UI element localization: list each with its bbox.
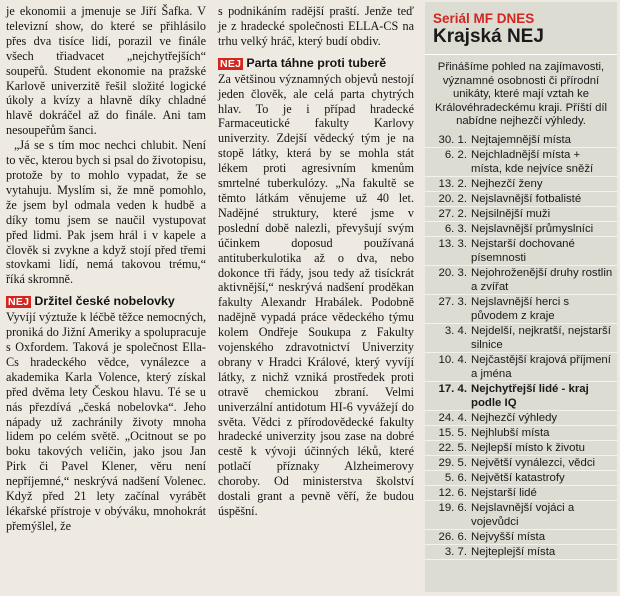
schedule-item (425, 501, 617, 530)
schedule-label: Nejchytřejší lidé - kraj podle IQ (471, 382, 589, 409)
schedule-item (425, 353, 617, 382)
schedule-date: 6. 3. (444, 222, 467, 235)
article-column-middle (218, 4, 414, 519)
schedule-label: Nejhlubší místa (471, 426, 550, 439)
nej-badge: NEJ (8, 296, 30, 309)
schedule-label: Nejlepší místo k životu (471, 441, 585, 454)
article-paragraph: Za většinou významných objevů nestojí jeden člověk, ale celá parta chytrých hlav. To je i případ hradecké Farmaceutické fakulty Karlovy univerzity. Zdejší vědecký tým je na stopě látky, která by se mohla stát lékem proti agresivním kmenům smrtelné tuberkulózy. „Na fakultě se těmto látkám věnujeme už 40 let. Nadějné struktury, které jsme v poslední době nalezli, převyšují svým účinkem doposud používaná antituberkulotika až o dva, nebo dokonce tři řády, jsou tedy až tisíckrát aktivnější,“ neskrývá nadšení proděkan fakulty Alexandr Hrabálek. Podobně nadějně vypadá práce vědeckého týmu kolem Ondřeje Soukupa z Fakulty vojenského zdravotnictví Univerzity obrany v Hradci Králové, který vyvíjí látky, z nichž vzniká prostředek proti otravě chemickou zbraní. Velmi univerzální antidotum HI-6 vyvážejí do světa. Vědci z přírodovědecké fakulty hradecké univerzity jsou zase na dobré cestě k vývoji účinných léků, které potlačí příznaky Alzheimerovy choroby. Od ministerstva školství dostali grant a pevně věří, že budou úspěšní. (218, 71, 414, 518)
schedule-item (425, 324, 617, 353)
schedule-label: Nejteplejší místa (471, 545, 556, 558)
schedule-date: 13. 3. (438, 237, 467, 250)
schedule-date: 5. 6. (444, 471, 467, 484)
schedule-item (425, 426, 617, 441)
schedule-label: Největší katastrofy (471, 471, 565, 484)
schedule-item (425, 411, 617, 426)
series-schedule-list (425, 133, 617, 560)
schedule-label: Nejsilnější muži (471, 207, 551, 220)
schedule-date: 29. 5. (438, 456, 467, 469)
schedule-date: 26. 6. (438, 530, 467, 543)
schedule-item (425, 207, 617, 222)
schedule-item (425, 177, 617, 192)
subheading-text: Držitel české nobelovky (34, 294, 175, 309)
subheading-tubera (218, 56, 414, 71)
article-column-left (6, 4, 206, 534)
schedule-label: Nejhezčí ženy (471, 177, 543, 190)
article-paragraph: Vyvíjí výztuže k léčbě těžce nemocných, proniká do Jižní Ameriky a spolupracuje s Oxfordem. Taková je společnost Ella-Cs hradeckého vědce, vynálezce a akademika Karla Volence, který získal před dvěma lety Českou hlavu. Té se u nás přezdívá „česká nobelovka“. Jeho nápady už zachránily životy mnoha lidem po celém světě. „Ocitnout se po boku takových veličin, jako jsou Jan Pirk či Pavel Klener, věru není nepříjemné,“ neskrývá nadšení Volenec. Když před 21 lety začínal vyrábět lékařské přístroje v obýváku, mnohokrát přemýšlel, že (6, 310, 206, 533)
schedule-date: 15. 5. (438, 426, 467, 439)
schedule-date: 17. 4. (438, 382, 467, 395)
schedule-date: 19. 6. (438, 501, 467, 514)
schedule-item (425, 133, 617, 148)
schedule-date: 22. 5. (438, 441, 467, 454)
schedule-date: 13. 2. (438, 177, 467, 190)
schedule-date: 27. 2. (438, 207, 467, 220)
subheading-text: Parta táhne proti tuberě (246, 55, 387, 70)
schedule-item (425, 148, 617, 177)
series-sidebar (425, 2, 617, 592)
schedule-item (425, 456, 617, 471)
schedule-date: 6. 2. (444, 148, 467, 161)
schedule-label: Nejtajemnější místa (471, 133, 572, 146)
schedule-label: Nejslavnější fotbalisté (471, 192, 582, 205)
schedule-label: Nejslavnější herci s původem z kraje (471, 295, 570, 322)
schedule-item (425, 441, 617, 456)
schedule-item (425, 222, 617, 237)
series-intro: Přinášíme pohled na zajímavosti, významné osobnosti či přírodní unikáty, které mají vztah ke Královéhradeckému kraji. Příští díl nabídne nejhezčí výhledy. (434, 61, 608, 128)
schedule-label: Nejčastější krajová příjmení a jména (471, 353, 611, 380)
schedule-label: Nejohroženější druhy rostlin a zvířat (471, 266, 613, 293)
schedule-item (425, 530, 617, 545)
schedule-label: Největší vynálezci, vědci (471, 456, 596, 469)
schedule-date: 20. 2. (438, 192, 467, 205)
schedule-label: Nejstarší lidé (471, 486, 537, 499)
schedule-label: Nejvyšší místa (471, 530, 546, 543)
schedule-item (425, 545, 617, 560)
schedule-date: 27. 3. (438, 295, 467, 308)
schedule-item (425, 486, 617, 501)
schedule-item (425, 295, 617, 324)
schedule-date: 20. 3. (438, 266, 467, 279)
schedule-date: 3. 4. (444, 324, 467, 337)
subheading-nobelovka (6, 294, 206, 309)
schedule-label: Nejslavnější vojáci a vojevůdci (471, 501, 575, 528)
schedule-date: 10. 4. (438, 353, 467, 366)
article-paragraph: je ekonomii a jmenuje se Jiří Šafka. V televizní show, do které se přihlásilo přes dva tisíce lidí, porazil ve finále všech třiadvacet „nejchytřejších“ soupeřů. Student ekonomie na pražské Karlově univerzitě řešil složité logické úkoly a kvízy a hlavně díky chladné hlavě dokráčel až do finále. Ani tam nesoupeřům šanci. (6, 4, 206, 138)
schedule-date: 24. 4. (438, 411, 467, 424)
schedule-date: 12. 6. (438, 486, 467, 499)
schedule-date: 30. 1. (438, 133, 467, 146)
article-paragraph: s podnikáním radější praští. Jenže teď je z hradecké společnosti ELLA-CS na trhu velký hráč, který budí obdiv. (218, 4, 414, 48)
schedule-label: Nejstarší dochované písemnosti (471, 237, 575, 264)
schedule-label: Nejhezčí výhledy (471, 411, 558, 424)
sidebar-header (425, 2, 617, 55)
nej-badge: NEJ (220, 57, 242, 70)
schedule-label: Nejdelší, nejkratší, nejstarší silnice (471, 324, 611, 351)
schedule-date: 3. 7. (444, 545, 467, 558)
article-paragraph: „Já se s tím moc nechci chlubit. Není to věc, kterou bych si psal do životopisu, protože by to mohlo vypadat, že se vytahuju. Myslím si, že mně pomohlo, že jsem byl odmala veden k hudbě a díky tomu jsem se naučil vystupovat před lidmi. Pak jsem hrál i v kapele a člověk si zvykne a když stojí před třemi stovkami lidí, nemá takovou trému,“ říká skromně. (6, 138, 206, 287)
schedule-item (425, 237, 617, 266)
schedule-item (425, 266, 617, 295)
schedule-item (425, 471, 617, 486)
schedule-item (425, 192, 617, 207)
series-title: Krajská NEJ (433, 26, 544, 47)
schedule-label: Nejchladnější místa + místa, kde nejvíce sněží (471, 148, 594, 175)
schedule-item (425, 382, 617, 411)
schedule-label: Nejslavnější průmyslníci (471, 222, 594, 235)
series-label: Seriál MF DNES (433, 11, 535, 26)
